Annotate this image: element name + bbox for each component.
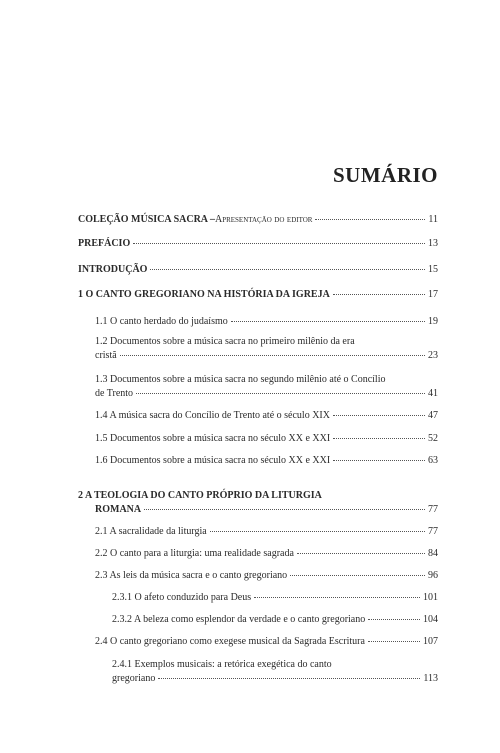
toc-entry[interactable] bbox=[95, 373, 438, 401]
toc-page-number: 11 bbox=[428, 214, 438, 225]
toc-entry-text: 2.3 As leis da música sacra e o canto gregoriano bbox=[95, 570, 288, 581]
toc-entry-text: COLEÇÃO MÚSICA SACRA – bbox=[78, 214, 215, 225]
toc-entry[interactable] bbox=[95, 335, 438, 363]
page-title: SUMÁRIO bbox=[332, 163, 438, 187]
toc-page-number: 101 bbox=[423, 592, 438, 603]
toc-entry[interactable] bbox=[78, 489, 438, 517]
dot-leader bbox=[210, 531, 425, 532]
toc-entry-text: PREFÁCIO bbox=[78, 238, 131, 249]
toc-entry[interactable] bbox=[78, 288, 438, 302]
dot-leader bbox=[150, 269, 425, 270]
toc-entry-text: INTRODUÇÃO bbox=[78, 264, 148, 275]
toc-page-number: 19 bbox=[428, 316, 438, 327]
toc-entry-text: 2 A TEOLOGIA DO CANTO PRÓPRIO DA LITURGIA bbox=[78, 490, 322, 501]
toc-page-number: 63 bbox=[428, 455, 438, 466]
toc-page-number: 96 bbox=[428, 570, 438, 581]
toc-page-number: 113 bbox=[423, 673, 438, 684]
dot-leader bbox=[136, 393, 425, 394]
toc-page-number: 47 bbox=[428, 410, 438, 421]
toc-entry[interactable] bbox=[95, 547, 438, 561]
dot-leader bbox=[315, 219, 425, 220]
toc-entry-text: 2.3.2 A beleza como esplendor da verdade e o canto gregoriano bbox=[112, 614, 366, 625]
toc-entry-text: 1.2 Documentos sobre a música sacra no primeiro milênio da era bbox=[95, 336, 355, 347]
toc-entry-text: 2.2 O canto para a liturgia: uma realidade sagrada bbox=[95, 548, 294, 559]
dot-leader bbox=[368, 619, 420, 620]
dot-leader bbox=[144, 509, 425, 510]
toc-entry-text: 2.4 O canto gregoriano como exegese musical da Sagrada Escritura bbox=[95, 636, 365, 647]
toc-page-number: 23 bbox=[428, 350, 438, 361]
dot-leader bbox=[120, 355, 425, 356]
toc-entry-text: 2.3.1 O afeto conduzido para Deus bbox=[112, 592, 252, 603]
toc-entry[interactable] bbox=[95, 315, 438, 329]
dot-leader bbox=[333, 438, 425, 439]
dot-leader bbox=[133, 243, 425, 244]
toc-entry-text: 1 O CANTO GREGORIANO NA HISTÓRIA DA IGREJA bbox=[78, 289, 330, 300]
dot-leader bbox=[368, 641, 420, 642]
toc-page-number: 41 bbox=[428, 388, 438, 399]
toc-page-number: 13 bbox=[428, 238, 438, 249]
toc-entry[interactable] bbox=[78, 263, 438, 277]
toc-entry[interactable] bbox=[95, 525, 438, 539]
toc-entry[interactable] bbox=[78, 213, 438, 227]
dot-leader bbox=[333, 415, 425, 416]
toc-entry[interactable] bbox=[95, 432, 438, 446]
toc-entry[interactable] bbox=[112, 591, 438, 605]
toc-page-number: 17 bbox=[428, 289, 438, 300]
toc-page-number: 52 bbox=[428, 433, 438, 444]
toc-entry-text: 2.4.1 Exemplos musicais: a retórica exegética do canto bbox=[112, 659, 332, 670]
toc-page-number: 15 bbox=[428, 264, 438, 275]
dot-leader bbox=[333, 294, 425, 295]
toc-entry[interactable] bbox=[95, 454, 438, 468]
toc-entry[interactable] bbox=[95, 409, 438, 423]
toc-entry-text: 1.5 Documentos sobre a música sacra no século XX e XXI bbox=[95, 433, 331, 444]
toc-page-number: 84 bbox=[428, 548, 438, 559]
dot-leader bbox=[297, 553, 425, 554]
toc-page-number: 77 bbox=[428, 526, 438, 537]
toc-entry-text-cont: cristã bbox=[95, 350, 117, 361]
toc-entry-text: 2.1 A sacralidade da liturgia bbox=[95, 526, 207, 537]
dot-leader bbox=[254, 597, 420, 598]
toc-entry-text: 1.4 A música sacra do Concílio de Trento até o século XIX bbox=[95, 410, 330, 421]
toc-entry-text: 1.6 Documentos sobre a música sacra no século XX e XXI bbox=[95, 455, 331, 466]
toc-entry-text-cont: ROMANA bbox=[95, 504, 142, 515]
toc-page-number: 77 bbox=[428, 504, 438, 515]
toc-entry[interactable] bbox=[112, 658, 438, 686]
toc-entry[interactable] bbox=[95, 569, 438, 583]
toc-entry[interactable] bbox=[78, 237, 438, 251]
toc-entry[interactable] bbox=[112, 613, 438, 627]
toc-page-number: 104 bbox=[423, 614, 438, 625]
toc-entry-text-cont: gregoriano bbox=[112, 673, 156, 684]
toc-entry-subtext: Apresentação do editor bbox=[214, 214, 313, 225]
toc-entry-text: 1.3 Documentos sobre a música sacra no segundo milênio até o Concílio bbox=[95, 374, 386, 385]
toc-entry-text: 1.1 O canto herdado do judaísmo bbox=[95, 316, 228, 327]
toc-page-number: 107 bbox=[423, 636, 438, 647]
dot-leader bbox=[158, 678, 420, 679]
dot-leader bbox=[290, 575, 425, 576]
toc-entry-text-cont: de Trento bbox=[95, 388, 134, 399]
dot-leader bbox=[231, 321, 425, 322]
toc-entry[interactable] bbox=[95, 635, 438, 649]
dot-leader bbox=[333, 460, 425, 461]
